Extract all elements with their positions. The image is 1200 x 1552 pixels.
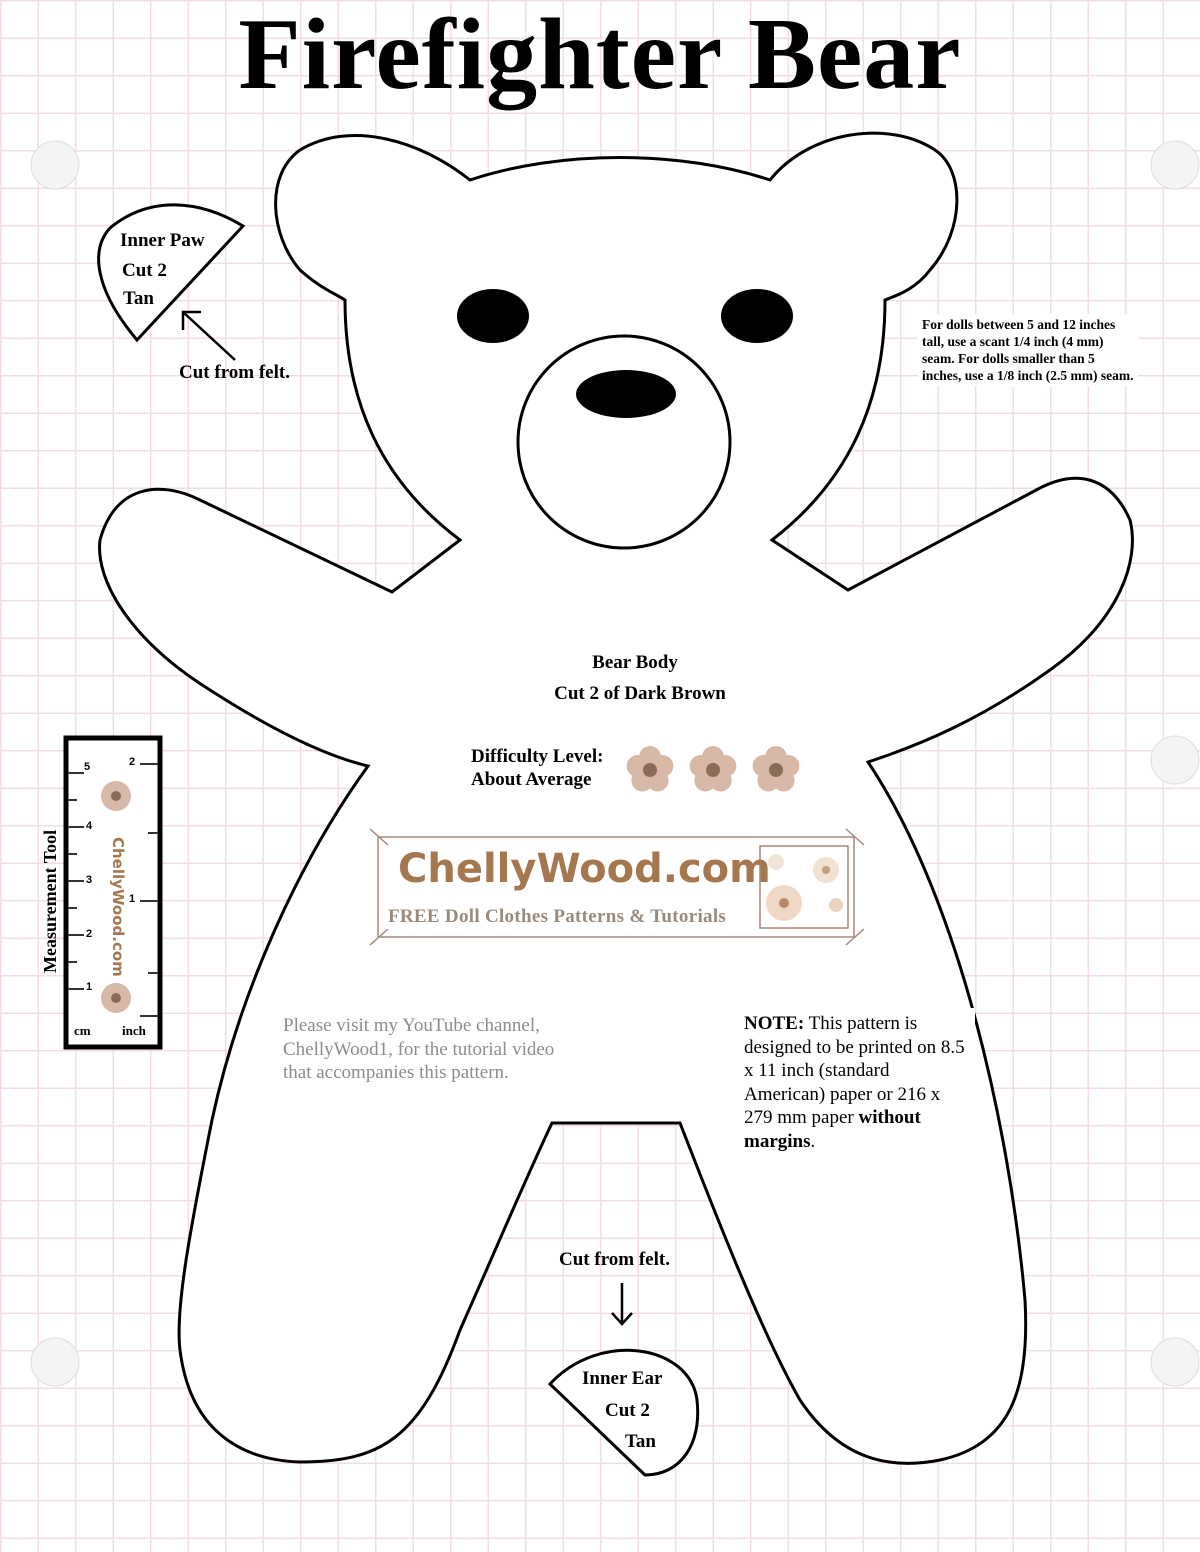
inner-paw-color: Tan xyxy=(123,288,154,309)
youtube-note: Please visit my YouTube channel, ChellyWood1, for the tutorial video that accompanies this pattern. xyxy=(283,1015,555,1083)
logo-name: ChellyWood.com xyxy=(398,846,771,892)
punch-hole-5 xyxy=(1151,1338,1199,1386)
punch-hole-1 xyxy=(31,141,79,189)
punch-hole-2 xyxy=(1151,141,1199,189)
inner-ear-count: Cut 2 xyxy=(605,1400,650,1421)
page-title: Firefighter Bear xyxy=(238,0,962,111)
inner-ear-label: Inner Ear xyxy=(582,1368,663,1389)
bear-body-cut-count: Cut 2 of Dark Brown xyxy=(554,683,726,704)
difficulty-label: Difficulty Level: xyxy=(471,746,604,767)
muzzle-circle xyxy=(518,336,730,548)
ruler-inch-tick-label: 1 xyxy=(129,893,136,905)
difficulty-value: About Average xyxy=(471,769,592,790)
inner-ear-color: Tan xyxy=(625,1431,656,1452)
inner-paw-count: Cut 2 xyxy=(122,260,167,281)
inner-paw-piece xyxy=(99,205,243,340)
note-text: This pattern is designed to be printed on 8.5 x 11 inch (standard American) paper or 216 x 279 mm paper xyxy=(744,1013,965,1128)
ruler-cm-tick-label: 4 xyxy=(86,820,93,832)
note-end: . xyxy=(810,1130,816,1152)
ruler-inch-label: inch xyxy=(122,1023,146,1038)
bear-body-label: Bear Body xyxy=(592,652,678,673)
inner-paw-label: Inner Paw xyxy=(120,230,205,251)
punch-hole-4 xyxy=(31,1338,79,1386)
printing-note xyxy=(738,1008,975,1157)
ruler-cm-tick-label: 1 xyxy=(86,981,93,993)
ruler-cm-label: cm xyxy=(74,1023,91,1038)
ruler-cm-tick-label: 2 xyxy=(86,928,93,940)
ruler-cm-tick-label: 5 xyxy=(84,761,91,773)
logo-tagline: FREE Doll Clothes Patterns & Tutorials xyxy=(388,906,727,927)
cut-from-felt-top: Cut from felt. xyxy=(179,362,290,383)
note-emphasis: without margins xyxy=(744,1107,921,1152)
measurement-tool-title: Measurement Tool xyxy=(40,829,60,973)
ruler-inch-tick-label: 2 xyxy=(129,756,136,768)
seam-allowance-note: For dolls between 5 and 12 inches tall, use a scant 1/4 inch (4 mm) seam. For dolls smaller than 5 inches, use a 1/8 inch (2.5 mm) seam. xyxy=(918,314,1138,386)
ruler-watermark: ChellyWood.com xyxy=(109,837,127,977)
difficulty-rating xyxy=(627,746,800,792)
nose-shape xyxy=(576,370,676,418)
left-eye-shape xyxy=(457,289,529,343)
cut-from-felt-bottom: Cut from felt. xyxy=(559,1249,670,1270)
right-eye-shape xyxy=(721,289,793,343)
note-label: NOTE: xyxy=(744,1013,805,1034)
paw-arrow-line xyxy=(183,312,235,360)
punch-hole-3 xyxy=(1151,736,1199,784)
ruler-cm-tick-label: 3 xyxy=(86,874,93,886)
